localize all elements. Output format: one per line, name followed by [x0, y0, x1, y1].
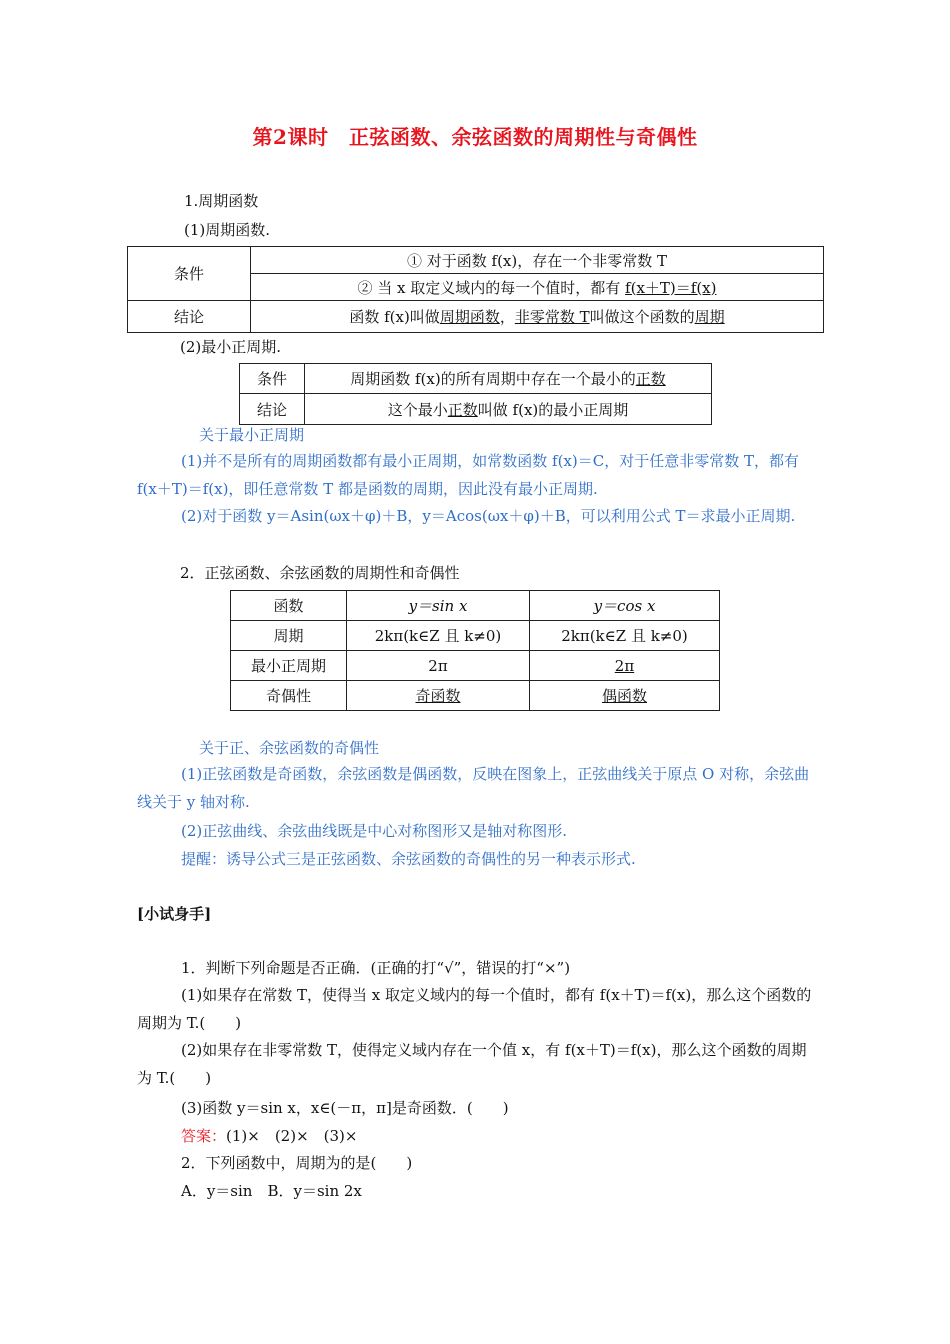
- note1-p1: (1)并不是所有的周期函数都有最小正周期，如常数函数 f(x)＝C，对于任意非零常数 T，都有 f(x＋T)＝f(x)，即任意常数 T 都是函数的周期，因此没有最小正周期.: [137, 452, 799, 498]
- q1-c: (3)函数 y＝sin x，x∈(－π，π]是奇函数．( ): [181, 1099, 509, 1117]
- min-period-table: [239, 363, 712, 425]
- table3-h0: 函数: [231, 591, 347, 621]
- table3-h2: y＝cos x: [530, 591, 720, 621]
- sin-cos-table: [230, 590, 720, 711]
- table2-cond: 周期函数 f(x)的所有周期中存在一个最小的正数: [305, 364, 712, 394]
- table2-cond-label: 条件: [240, 364, 305, 394]
- q1-stem: 1．判断下列命题是否正确．(正确的打“√”，错误的打“×”): [181, 959, 571, 977]
- note1-heading: 关于最小正周期: [199, 426, 305, 444]
- table3-h1: y＝sin x: [347, 591, 530, 621]
- note2-heading: 关于正、余弦函数的奇偶性: [199, 739, 380, 757]
- table3-r3-label: 奇偶性: [231, 681, 347, 711]
- table3-r2-cos: 2π: [530, 651, 720, 681]
- note2-p1: (1)正弦函数是奇函数，余弦函数是偶函数，反映在图象上，正弦曲线关于原点 O 对称，余弦曲线关于 y 轴对称.: [137, 765, 810, 811]
- section-1-sub2: (2)最小正周期.: [180, 338, 282, 356]
- table2-concl: 这个最小正数叫做 f(x)的最小正周期: [305, 394, 712, 425]
- periodic-function-table: [127, 246, 824, 333]
- table3-r3-sin: 奇函数: [347, 681, 530, 711]
- table1-cond-label: 条件: [128, 247, 251, 301]
- note2-p3: 提醒：诱导公式三是正弦函数、余弦函数的奇偶性的另一种表示形式.: [181, 850, 636, 868]
- section-1-sub1: (1)周期函数.: [184, 221, 271, 239]
- table3-r1-label: 周期: [231, 621, 347, 651]
- q2-stem: 2．下列函数中，周期为的是( ): [181, 1154, 413, 1172]
- section-1-heading: 1.周期函数: [184, 192, 259, 210]
- page-title: 第2课时 正弦函数、余弦函数的周期性与奇偶性: [252, 125, 698, 149]
- note2-p2: (2)正弦曲线、余弦曲线既是中心对称图形又是轴对称图形.: [181, 822, 568, 840]
- table3-r1-cos: 2kπ(k∈Z 且 k≠0): [530, 621, 720, 651]
- q1-b: (2)如果存在非零常数 T，使得定义域内存在一个值 x，有 f(x＋T)＝f(x)，那么这个函数的周期为 T.( ): [137, 1041, 807, 1087]
- table1-concl: 函数 f(x)叫做周期函数，非零常数 T叫做这个函数的周期: [251, 301, 824, 333]
- table3-r2-label: 最小正周期: [231, 651, 347, 681]
- section-2-heading: 2．正弦函数、余弦函数的周期性和奇偶性: [180, 564, 460, 582]
- table2-concl-label: 结论: [240, 394, 305, 425]
- q2-options: A．y＝sin B．y＝sin 2x: [181, 1182, 362, 1200]
- q1-a: (1)如果存在常数 T，使得当 x 取定义域内的每一个值时，都有 f(x＋T)＝f(x)，那么这个函数的周期为 T.( ): [137, 986, 812, 1032]
- table1-concl-label: 结论: [128, 301, 251, 333]
- table1-cond1: ① 对于函数 f(x)，存在一个非零常数 T: [251, 247, 824, 274]
- practice-heading: [小试身手]: [137, 905, 212, 923]
- table3-r3-cos: 偶函数: [530, 681, 720, 711]
- table1-cond2: ② 当 x 取定义域内的每一个值时，都有 f(x＋T)＝f(x): [251, 274, 824, 301]
- note1-p2: (2)对于函数 y＝Asin(ωx＋φ)＋B，y＝Acos(ωx＋φ)＋B，可以利用公式 T＝求最小正周期.: [181, 507, 796, 525]
- table3-r1-sin: 2kπ(k∈Z 且 k≠0): [347, 621, 530, 651]
- q1-answer: 答案：(1)× (2)× (3)×: [181, 1127, 358, 1145]
- table3-r2-sin: 2π: [347, 651, 530, 681]
